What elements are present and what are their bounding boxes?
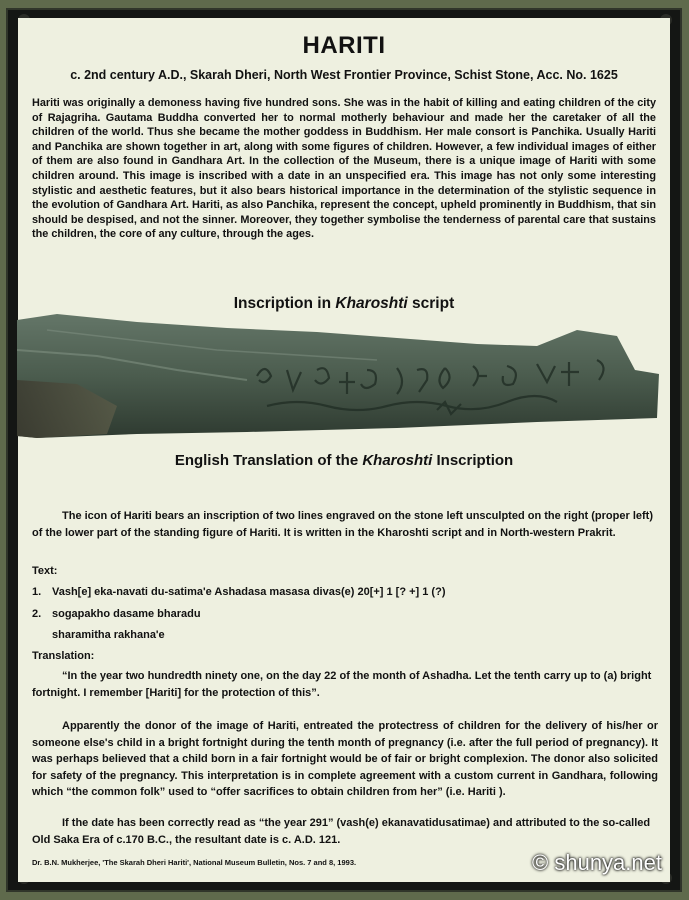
line-text: sogapakho dasame bharadu [52,608,201,620]
inscription-heading-post: script [407,295,455,312]
intro-text: Hariti was originally a demoness having five hundred sons. She was in the habit of killing and eating children of the city of Rajagriha. Gautama Buddha converted her to normal motherly behaviour and made her the caretaker of all the children of the world. Thus she became the mother goddess in Buddhism. Her male consort is Panchika. Usually Hariti and Panchika are shown together in art, along with some figures of children. However, a few individual images of either of them are also found in Gandhara Art. In the collection of the Museum, there is a unique image of Hariti with some children around. This image is inscribed with a date in an unspecified era. This image has not only some interesting stylistic and aesthetic features, but it also bears historical importance in the determination of the stylistic sequence in the evolution of Gandhara Art. Hariti, as also Panchika, represent the concept, upheld prominently in Buddhism, that sin should be despised, and not the sinner. Moreover, they together symbolise the tenderness of parental care that sustains the children, the core of any culture, through the ages. [32,97,656,241]
inscription-description: The icon of Hariti bears an inscription of two lines engraved on the stone left unsculpted on the right (proper left) of the lower part of the standing figure of Hariti. It is written in the Kharoshti script and in North-western Prakrit. [32,510,653,539]
page-title: HARITI [302,32,386,59]
intro-paragraph [32,96,656,242]
inscription-stone-photo [17,310,659,440]
line-number: 2. [32,608,42,620]
date-paragraph: If the date has been correctly read as “the year 291” (vash(e) ekanavatidusatimae) and attributed to the so-called Old Saka Era of c.170 B.C., the resultant date is c. A.D. 121. [32,817,651,846]
text-line-1 [32,584,662,601]
translation-heading-em: Kharoshti [362,452,433,469]
translation-heading [18,452,670,469]
subtitle: c. 2nd century A.D., Skarah Dheri, North West Frontier Province, Schist Stone, Acc. No. 1625 [70,68,618,82]
museum-label-panel [18,18,670,882]
text-line-3 [32,627,662,644]
watermark: © shunya.net [532,850,662,875]
inscription-heading-pre: Inscription in [233,295,336,312]
translation-label: Translation: [32,650,95,662]
interpretation-paragraph: Apparently the donor of the image of Hariti, entreated the protectress of children for the delivery of his/her or someone else's child in a bright fortnight during the tenth month of pregnancy (i.e. after the full period of pregnancy). It was perhaps believed that a child born in a fair fortnight would be of fair or bright complexion. The donor also solicited for safety of the pregnancy. This interpretation is in complete agreement with a custom current in Gandhara, following which “the common folk” used to “offer sacrifices to obtain children from her” (i.e. Hariti ). [32,720,658,798]
line-text: sharamitha rakhana'e [52,629,165,641]
line-text: Vash[e] eka-navati du-satima'e Ashadasa masasa divas(e) 20[+] 1 [? +] 1 (?) [52,586,446,598]
translation-heading-pre: English Translation of the [174,452,363,469]
text-line-2 [32,606,662,623]
inscription-heading-em: Kharoshti [335,295,408,312]
line-number: 1. [32,586,42,598]
text-label: Text: [32,565,58,577]
translation-text: “In the year two hundredth ninety one, on the day 22 of the month of Ashadha. Let the tenth carry up to (a) bright fortnight. I remember [Hariti] for the protection of this”. [32,670,652,699]
translation-heading-post: Inscription [432,452,514,469]
reference-citation: Dr. B.N. Mukherjee, 'The Skarah Dheri Hariti', National Museum Bulletin, Nos. 7 and 8, 1993. [32,858,357,867]
